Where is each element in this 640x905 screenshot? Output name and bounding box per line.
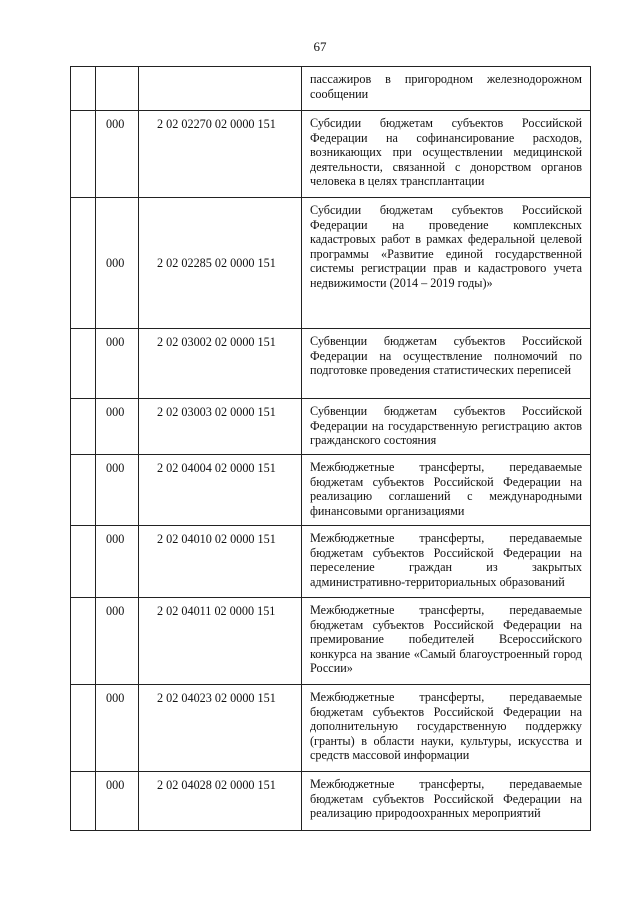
blank-cell bbox=[71, 198, 96, 329]
budget-code-cell: 2 02 04010 02 0000 151 bbox=[139, 526, 302, 598]
admin-code-cell: 000 bbox=[96, 598, 139, 685]
table-row bbox=[71, 67, 591, 111]
description-cell: Межбюджетные трансферты, передаваемые бюджетам субъектов Российской Федерации на переселение граждан из закрытых административно-территориальных образований bbox=[302, 526, 591, 598]
description-cell: Субвенции бюджетам субъектов Российской Федерации на государственную регистрацию актов гражданского состояния bbox=[302, 399, 591, 455]
admin-code-cell: 000 bbox=[96, 198, 139, 329]
description-cell: Межбюджетные трансферты, передаваемые бюджетам субъектов Российской Федерации на реализацию соглашений с международными финансовыми организациями bbox=[302, 455, 591, 526]
description-cell: Субвенции бюджетам субъектов Российской Федерации на осуществление полномочий по подготовке проведения статистических переписей bbox=[302, 329, 591, 399]
description-cell: пассажиров в пригородном железнодорожном сообщении bbox=[302, 67, 591, 111]
table-row bbox=[71, 685, 591, 772]
page-number: 67 bbox=[313, 39, 327, 54]
table-row bbox=[71, 772, 591, 831]
description-cell: Субсидии бюджетам субъектов Российской Федерации на софинансирование расходов, возникающих при осуществлении медицинской деятельности, связанной с донорством органов человека в целях трансплантации bbox=[302, 111, 591, 198]
blank-cell bbox=[71, 685, 96, 772]
admin-code-cell: 000 bbox=[96, 685, 139, 772]
budget-code-cell: 2 02 04023 02 0000 151 bbox=[139, 685, 302, 772]
blank-cell bbox=[71, 329, 96, 399]
blank-cell bbox=[71, 526, 96, 598]
budget-code-cell: 2 02 02285 02 0000 151 bbox=[139, 198, 302, 329]
budget-code-cell: 2 02 04028 02 0000 151 bbox=[139, 772, 302, 831]
description-cell: Субсидии бюджетам субъектов Российской Федерации на проведение комплексных кадастровых работ в рамках федеральной целевой программы «Развитие единой государственной системы регистрации прав и кадастрового учета недвижимости (2014 – 2019 годы)» bbox=[302, 198, 591, 329]
blank-cell bbox=[71, 598, 96, 685]
budget-code-cell: 2 02 03002 02 0000 151 bbox=[139, 329, 302, 399]
blank-cell bbox=[71, 399, 96, 455]
table-row bbox=[71, 455, 591, 526]
budget-revenue-table bbox=[70, 66, 591, 831]
budget-code-cell: 2 02 02270 02 0000 151 bbox=[139, 111, 302, 198]
description-cell: Межбюджетные трансферты, передаваемые бюджетам субъектов Российской Федерации на реализацию природоохранных мероприятий bbox=[302, 772, 591, 831]
admin-code-cell bbox=[96, 67, 139, 111]
budget-code-cell: 2 02 04011 02 0000 151 bbox=[139, 598, 302, 685]
table-row bbox=[71, 399, 591, 455]
budget-code-cell: 2 02 03003 02 0000 151 bbox=[139, 399, 302, 455]
table-row bbox=[71, 526, 591, 598]
blank-cell bbox=[71, 455, 96, 526]
budget-code-cell: 2 02 04004 02 0000 151 bbox=[139, 455, 302, 526]
admin-code-cell: 000 bbox=[96, 772, 139, 831]
table-row bbox=[71, 198, 591, 329]
budget-code-cell bbox=[139, 67, 302, 111]
admin-code-cell: 000 bbox=[96, 111, 139, 198]
blank-cell bbox=[71, 67, 96, 111]
description-cell: Межбюджетные трансферты, передаваемые бюджетам субъектов Российской Федерации на премирование победителей Всероссийского конкурса на звание «Самый благоустроенный город России» bbox=[302, 598, 591, 685]
table-row bbox=[71, 598, 591, 685]
admin-code-cell: 000 bbox=[96, 329, 139, 399]
table-row bbox=[71, 111, 591, 198]
description-cell: Межбюджетные трансферты, передаваемые бюджетам субъектов Российской Федерации на дополнительную государственную поддержку (гранты) в области науки, культуры, искусства и средств массовой информации bbox=[302, 685, 591, 772]
admin-code-cell: 000 bbox=[96, 455, 139, 526]
table-row bbox=[71, 329, 591, 399]
blank-cell bbox=[71, 772, 96, 831]
blank-cell bbox=[71, 111, 96, 198]
admin-code-cell: 000 bbox=[96, 526, 139, 598]
admin-code-cell: 000 bbox=[96, 399, 139, 455]
